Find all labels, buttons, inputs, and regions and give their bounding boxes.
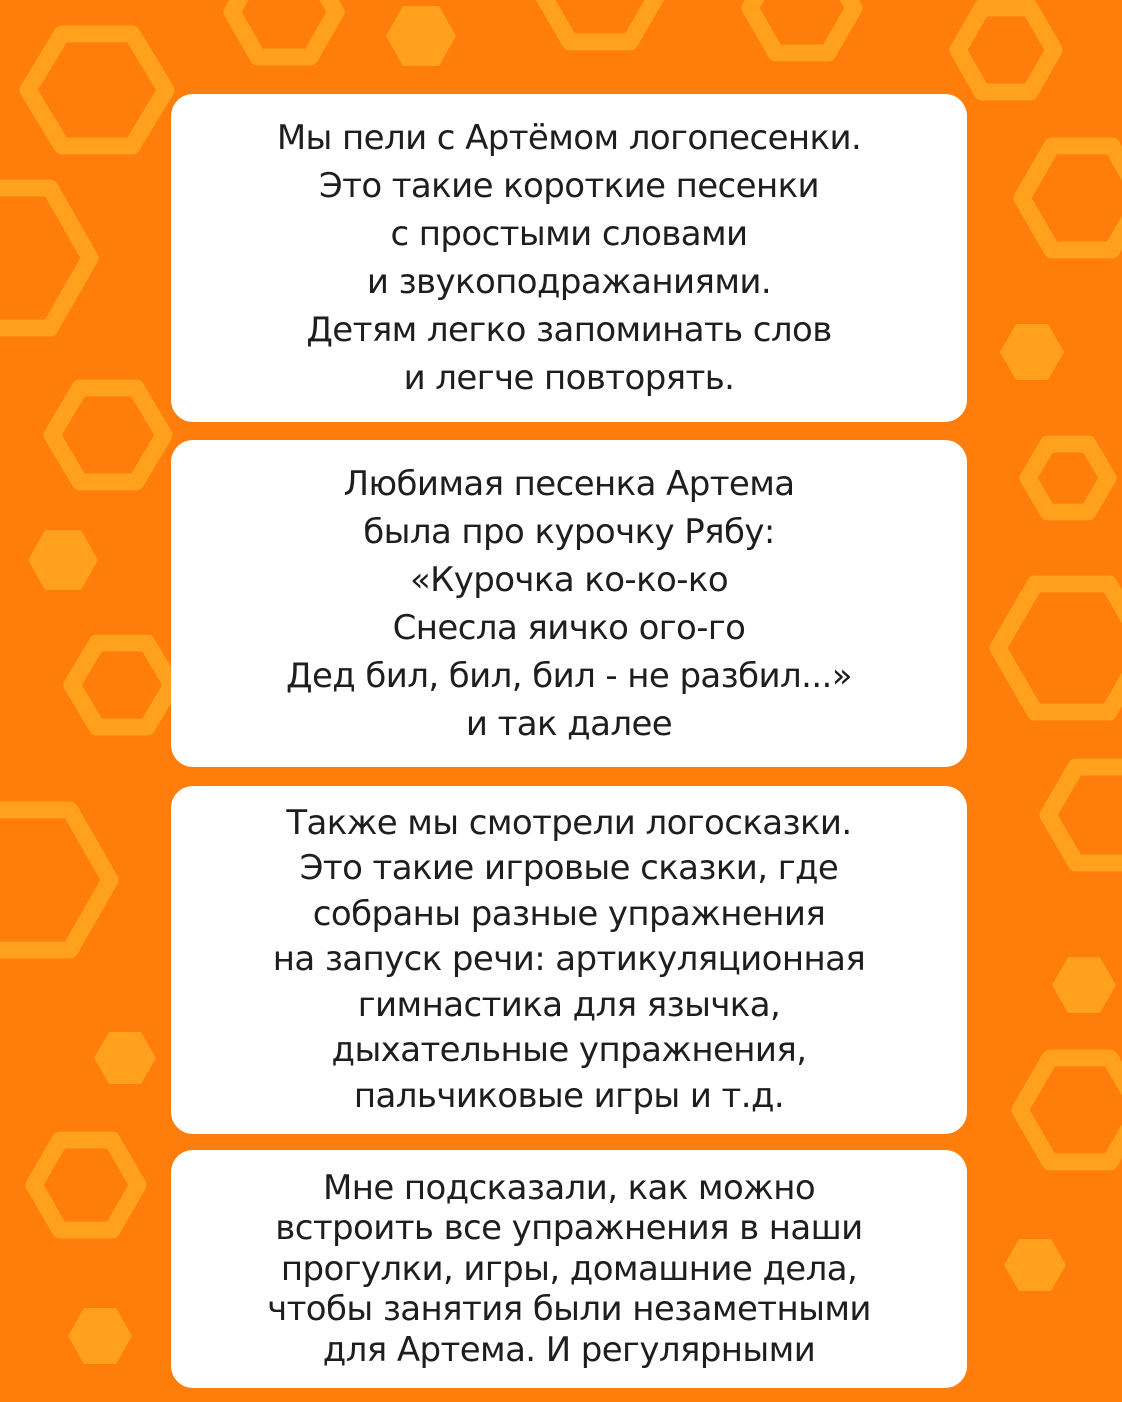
text-card <box>171 786 967 1134</box>
hexagon-outline-icon <box>28 34 166 146</box>
card-text-line: и так далее <box>465 703 673 744</box>
card-text-line: пальчиковые игры и т.д. <box>353 1075 785 1116</box>
card-text-line: и легче повторять. <box>403 358 735 398</box>
card-text-line: Детям легко запоминать слов <box>306 310 832 350</box>
card-text-line: встроить все упражнения в наши <box>275 1208 863 1249</box>
hexagon-solid-icon <box>1004 1239 1066 1291</box>
card-text-line: дыхательные упражнения, <box>331 1030 807 1071</box>
card-text-line: с простыми словами <box>390 214 748 254</box>
card-text-line: Дед бил, бил, бил - не разбил...» <box>286 655 852 696</box>
hexagon-outline-icon <box>52 388 164 482</box>
hexagon-outline-icon <box>0 188 90 328</box>
card-text-line: Также мы смотрели логосказки. <box>286 802 852 843</box>
card-text-line: гимнастика для язычка, <box>357 984 781 1025</box>
hexagon-outline-icon <box>750 0 854 53</box>
hexagon-solid-icon <box>386 6 456 66</box>
hexagon-outline-icon <box>72 643 172 727</box>
card-text-line: «Курочка ко-ко-ко <box>409 559 729 600</box>
card-text-line: собраны разные упражнения <box>312 893 826 934</box>
card-text-line: Любимая песенка Артема <box>343 463 795 504</box>
text-card <box>171 94 967 422</box>
card-text-line: прогулки, игры, домашние дела, <box>280 1248 858 1289</box>
hexagon-outline-icon <box>958 8 1054 92</box>
hexagon-outline-icon <box>0 810 110 950</box>
card-text-line: Мы пели с Артёмом логопесенки. <box>276 118 862 158</box>
card-text-line: Это такие короткие песенки <box>318 166 820 206</box>
card-text-line: на запуск речи: артикуляционная <box>272 939 866 980</box>
card-text-line: и звукоподражаниями. <box>366 262 772 302</box>
hexagon-outline-icon <box>1048 767 1122 863</box>
card-text-line: Это такие игровые сказки, где <box>299 848 839 889</box>
hexagon-outline-icon <box>998 584 1122 712</box>
hexagon-solid-icon <box>1000 324 1064 380</box>
hexagon-solid-icon <box>1052 957 1116 1013</box>
hexagon-outline-icon <box>1020 1058 1122 1162</box>
hexagon-solid-icon <box>94 1032 156 1084</box>
text-card <box>171 1150 967 1388</box>
card-text-line: Мне подсказали, как можно <box>322 1167 816 1208</box>
hexagon-outline-icon <box>1028 444 1108 512</box>
card-text-line: была про курочку Рябу: <box>363 511 775 552</box>
card-text-line: чтобы занятия были незаметными <box>267 1289 871 1330</box>
hexagon-outline-icon <box>1022 146 1122 250</box>
hexagon-outline-icon <box>540 0 660 42</box>
hexagon-solid-icon <box>28 530 98 590</box>
hexagon-outline-icon <box>232 0 336 57</box>
text-card <box>171 440 967 767</box>
card-text-line: Снесла яичко ого-го <box>392 607 746 648</box>
hexagon-solid-icon <box>68 1308 132 1364</box>
card-text-line: для Артема. И регулярными <box>322 1329 816 1370</box>
hexagon-outline-icon <box>34 1140 138 1230</box>
